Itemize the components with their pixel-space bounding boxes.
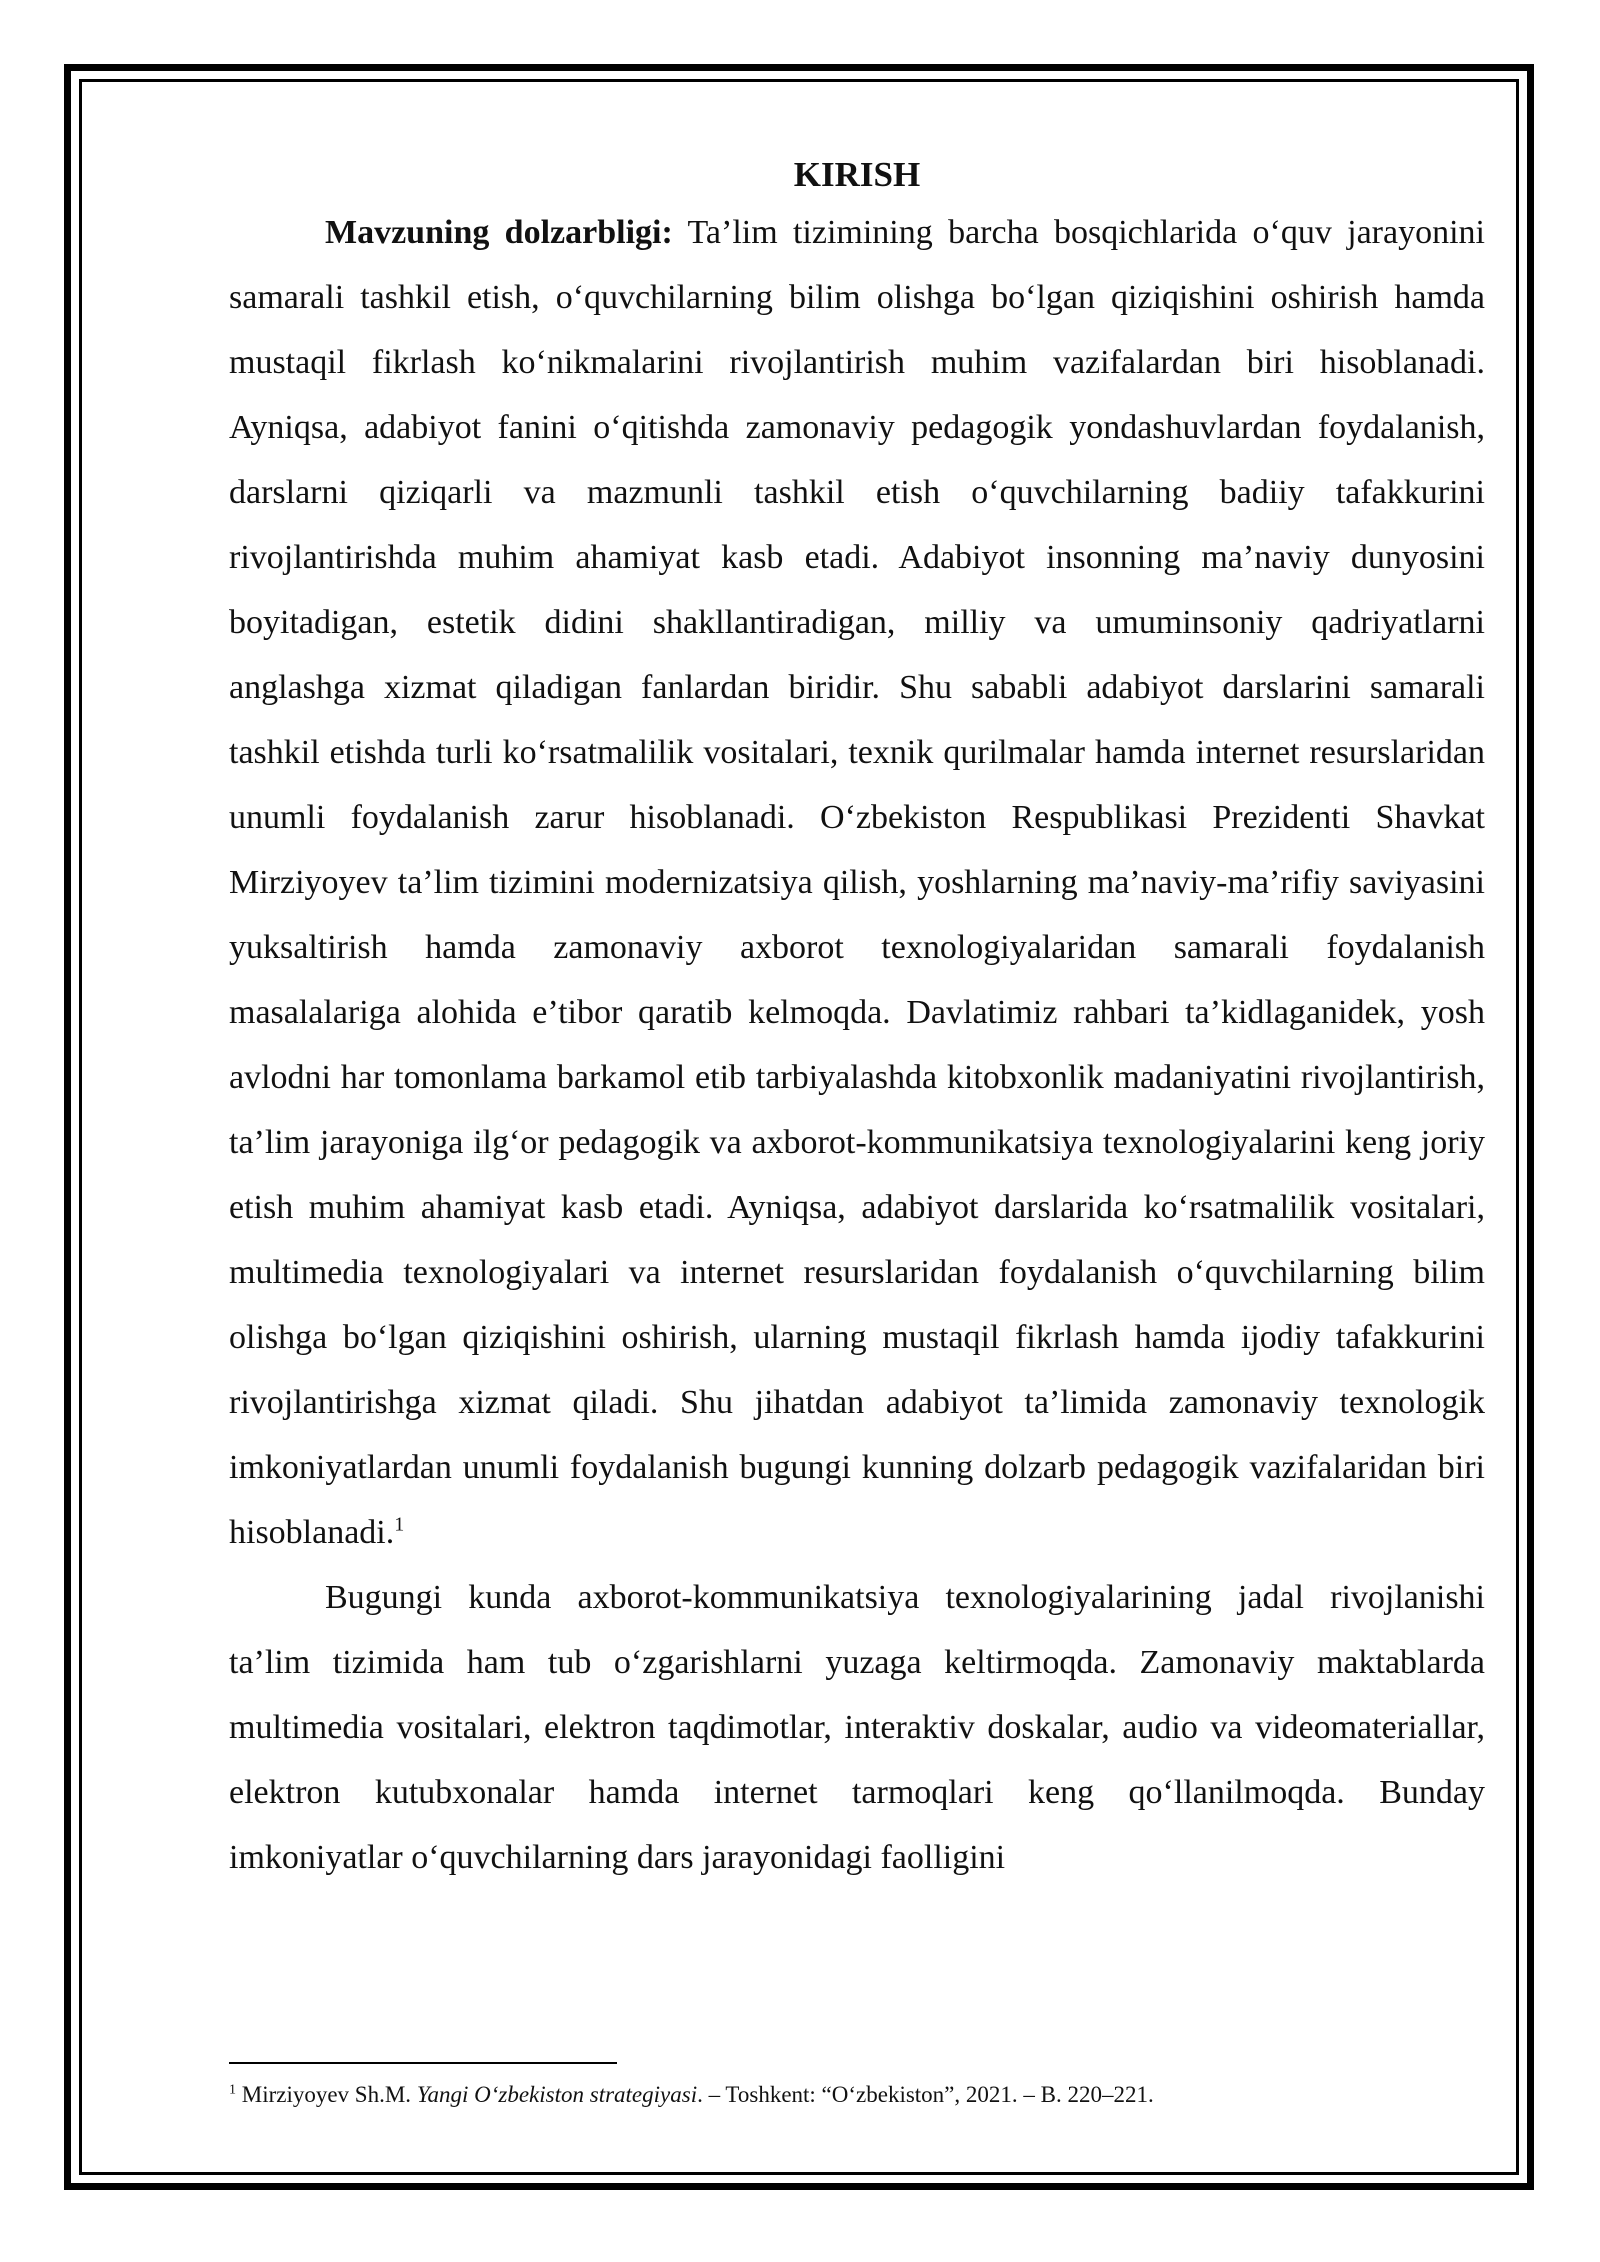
document-body	[229, 150, 1485, 1890]
footnote-details: . – Toshkent: “O‘zbekiston”, 2021. – B. 220–221.	[697, 2082, 1154, 2107]
footnote	[229, 2080, 1485, 2110]
footnote-author: Mirziyoyev Sh.M.	[236, 2082, 417, 2107]
footnote-reference[interactable]: 1	[394, 1513, 405, 1536]
paragraph-lead: Mavzuning dolzarbligi:	[325, 214, 673, 251]
footnote-separator	[229, 2062, 617, 2064]
paragraph-text: Ta’lim tizimining barcha bosqichlarida o‘quv jarayonini samarali tashkil etish, o‘quvchilarning bilim olishga bo‘lgan qiziqishini oshirish hamda mustaqil fikrlash ko‘nikmalarini rivojlantirish muhim vazifalardan biri hisoblanadi. Ayniqsa, adabiyot fanini o‘qitishda zamonaviy pedagogik yondashuvlardan foydalanish, darslarni qiziqarli va mazmunli tashkil etish o‘quvchilarning badiiy tafakkurini rivojlantirishda muhim ahamiyat kasb etadi. Adabiyot insonning ma’naviy dunyosini boyitadigan, estetik didini shakllantiradigan, milliy va umuminsoniy qadriyatlarni anglashga xizmat qiladigan fanlardan biridir. Shu sababli adabiyot darslarini samarali tashkil etishda turli ko‘rsatmalilik vositalari, texnik qurilmalar hamda internet resurslaridan unumli foydalanish zarur hisoblanadi. O‘zbekiston Respublikasi Prezidenti Shavkat Mirziyoyev ta’lim tizimini modernizatsiya qilish, yoshlarning ma’naviy-ma’rifiy saviyasini yuksaltirish hamda zamonaviy axborot texnologiyalaridan samarali foydalanish masalalariga alohida e’tibor qaratib kelmoqda. Davlatimiz rahbari ta’kidlaganidek, yosh avlodni har tomonlama barkamol etib tarbiyalashda kitobxonlik madaniyatini rivojlantirish, ta’lim jarayoniga ilg‘or pedagogik va axborot-kommunikatsiya texnologiyalarini keng joriy etish muhim ahamiyat kasb etadi. Ayniqsa, adabiyot darslarida ko‘rsatmalilik vositalari, multimedia texnologiyalari va internet resurslaridan foydalanish o‘quvchilarning bilim olishga bo‘lgan qiziqishini oshirish, ularning mustaqil fikrlash hamda ijodiy tafakkurini rivojlantirishga xizmat qiladi. Shu jihatdan adabiyot ta’limida zamonaviy texnologik imkoniyatlardan unumli foydalanish bugungi kunning dolzarb pedagogik vazifalaridan biri hisoblanadi.	[229, 214, 1485, 1551]
paragraph-ict: Bugungi kunda axborot-kommunikatsiya texnologiyalarining jadal rivojlanishi ta’lim tizimida ham tub o‘zgarishlarni yuzaga keltirmoqda. Zamonaviy maktablarda multimedia vositalari, elektron taqdimotlar, interaktiv doskalar, audio va videomateriallar, elektron kutubxonalar hamda internet tarmoqlari keng qo‘llanilmoqda. Bunday imkoniyatlar o‘quvchilarning dars jarayonidagi faolligini	[229, 1579, 1485, 1876]
document-title: KIRISH	[793, 155, 921, 194]
footnote-marker: 1	[229, 2082, 236, 2098]
paragraph-relevance	[229, 200, 1485, 1565]
footnote-work-title: Yangi O‘zbekiston strategiyasi	[416, 2082, 698, 2107]
